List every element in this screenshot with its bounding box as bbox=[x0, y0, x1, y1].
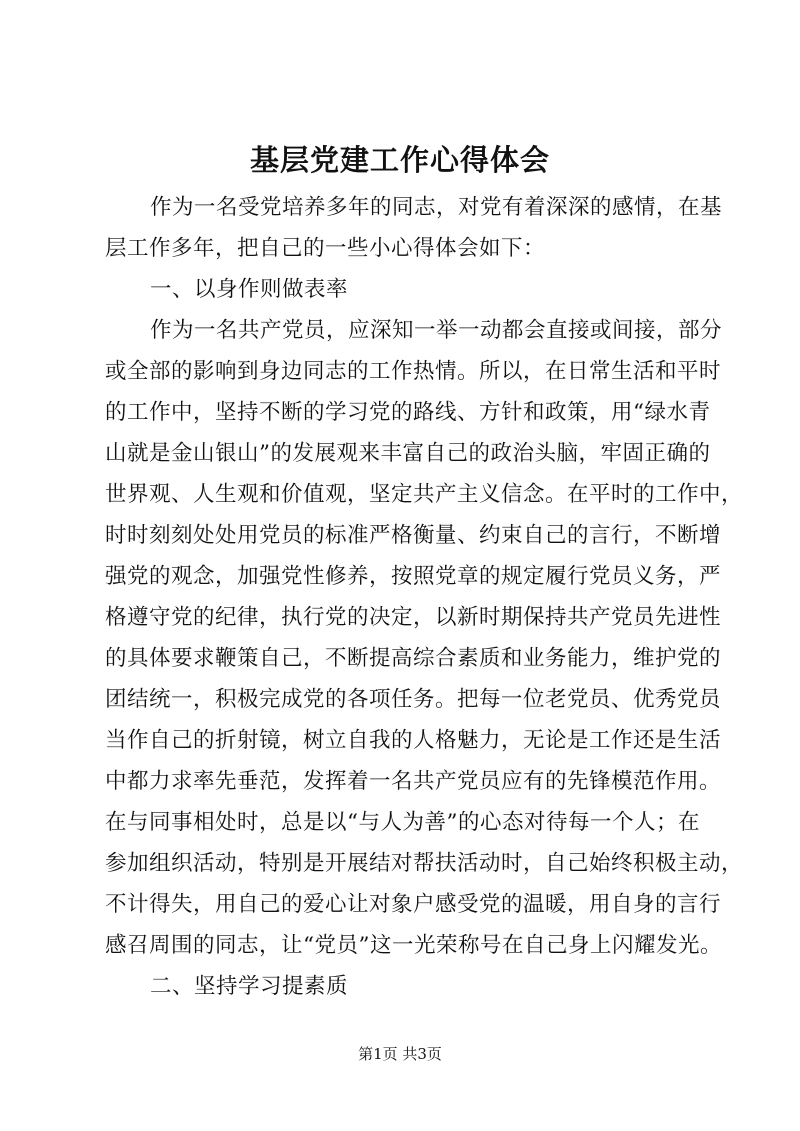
paragraph-line: 当作自己的折射镜，树立自我的人格魅力，无论是工作还是生活 bbox=[105, 728, 722, 753]
paragraph-line: 的具体要求鞭策自己，不断提高综合素质和业务能力，维护党的 bbox=[105, 646, 722, 671]
paragraph-line: 中都力求率先垂范，发挥着一名共产党员应有的先锋模范作用。 bbox=[105, 769, 722, 794]
paragraph-line: 时时刻刻处处用党员的标准严格衡量、约束自己的言行，不断增 bbox=[105, 523, 722, 548]
paragraph-line: 的工作中，坚持不断的学习党的路线、方针和政策，用“绿水青 bbox=[105, 400, 711, 425]
paragraph-line: 或全部的影响到身边同志的工作热情。所以，在日常生活和平时 bbox=[105, 359, 722, 384]
paragraph-line: 团结统一，积极完成党的各项任务。把每一位老党员、优秀党员 bbox=[105, 687, 722, 712]
paragraph-line: 层工作多年，把自己的一些小心得体会如下： bbox=[105, 236, 546, 261]
paragraph-line: 作为一名受党培养多年的同志，对党有着深深的感情，在基 bbox=[150, 195, 723, 220]
section-heading: 二、坚持学习提素质 bbox=[150, 974, 349, 999]
paragraph-line: 强党的观念，加强党性修养，按照党章的规定履行党员义务，严 bbox=[105, 564, 722, 589]
document-title: 基层党建工作心得体会 bbox=[249, 143, 550, 177]
page-footer: 第1页 共3页 bbox=[358, 1045, 442, 1063]
paragraph-line: 参加组织活动，特别是开展结对帮扶活动时，自己始终积极主动， bbox=[105, 851, 744, 876]
section-heading: 一、以身作则做表率 bbox=[150, 277, 349, 302]
paragraph-line: 格遵守党的纪律，执行党的决定，以新时期保持共产党员先进性 bbox=[105, 605, 722, 630]
paragraph-line: 山就是金山银山”的发展观来丰富自己的政治头脑，牢固正确的 bbox=[105, 441, 711, 466]
paragraph-line: 世界观、人生观和价值观，坚定共产主义信念。在平时的工作中， bbox=[105, 482, 744, 507]
paragraph-line: 感召周围的同志，让“党员”这一光荣称号在自己身上闪耀发光。 bbox=[105, 933, 722, 958]
paragraph-line: 不计得失，用自己的爱心让对象户感受党的温暖，用自身的言行 bbox=[105, 892, 722, 917]
paragraph-line: 在与同事相处时，总是以“与人为善”的心态对待每一个人；在 bbox=[105, 810, 700, 835]
paragraph-line: 作为一名共产党员，应深知一举一动都会直接或间接，部分 bbox=[150, 318, 723, 343]
